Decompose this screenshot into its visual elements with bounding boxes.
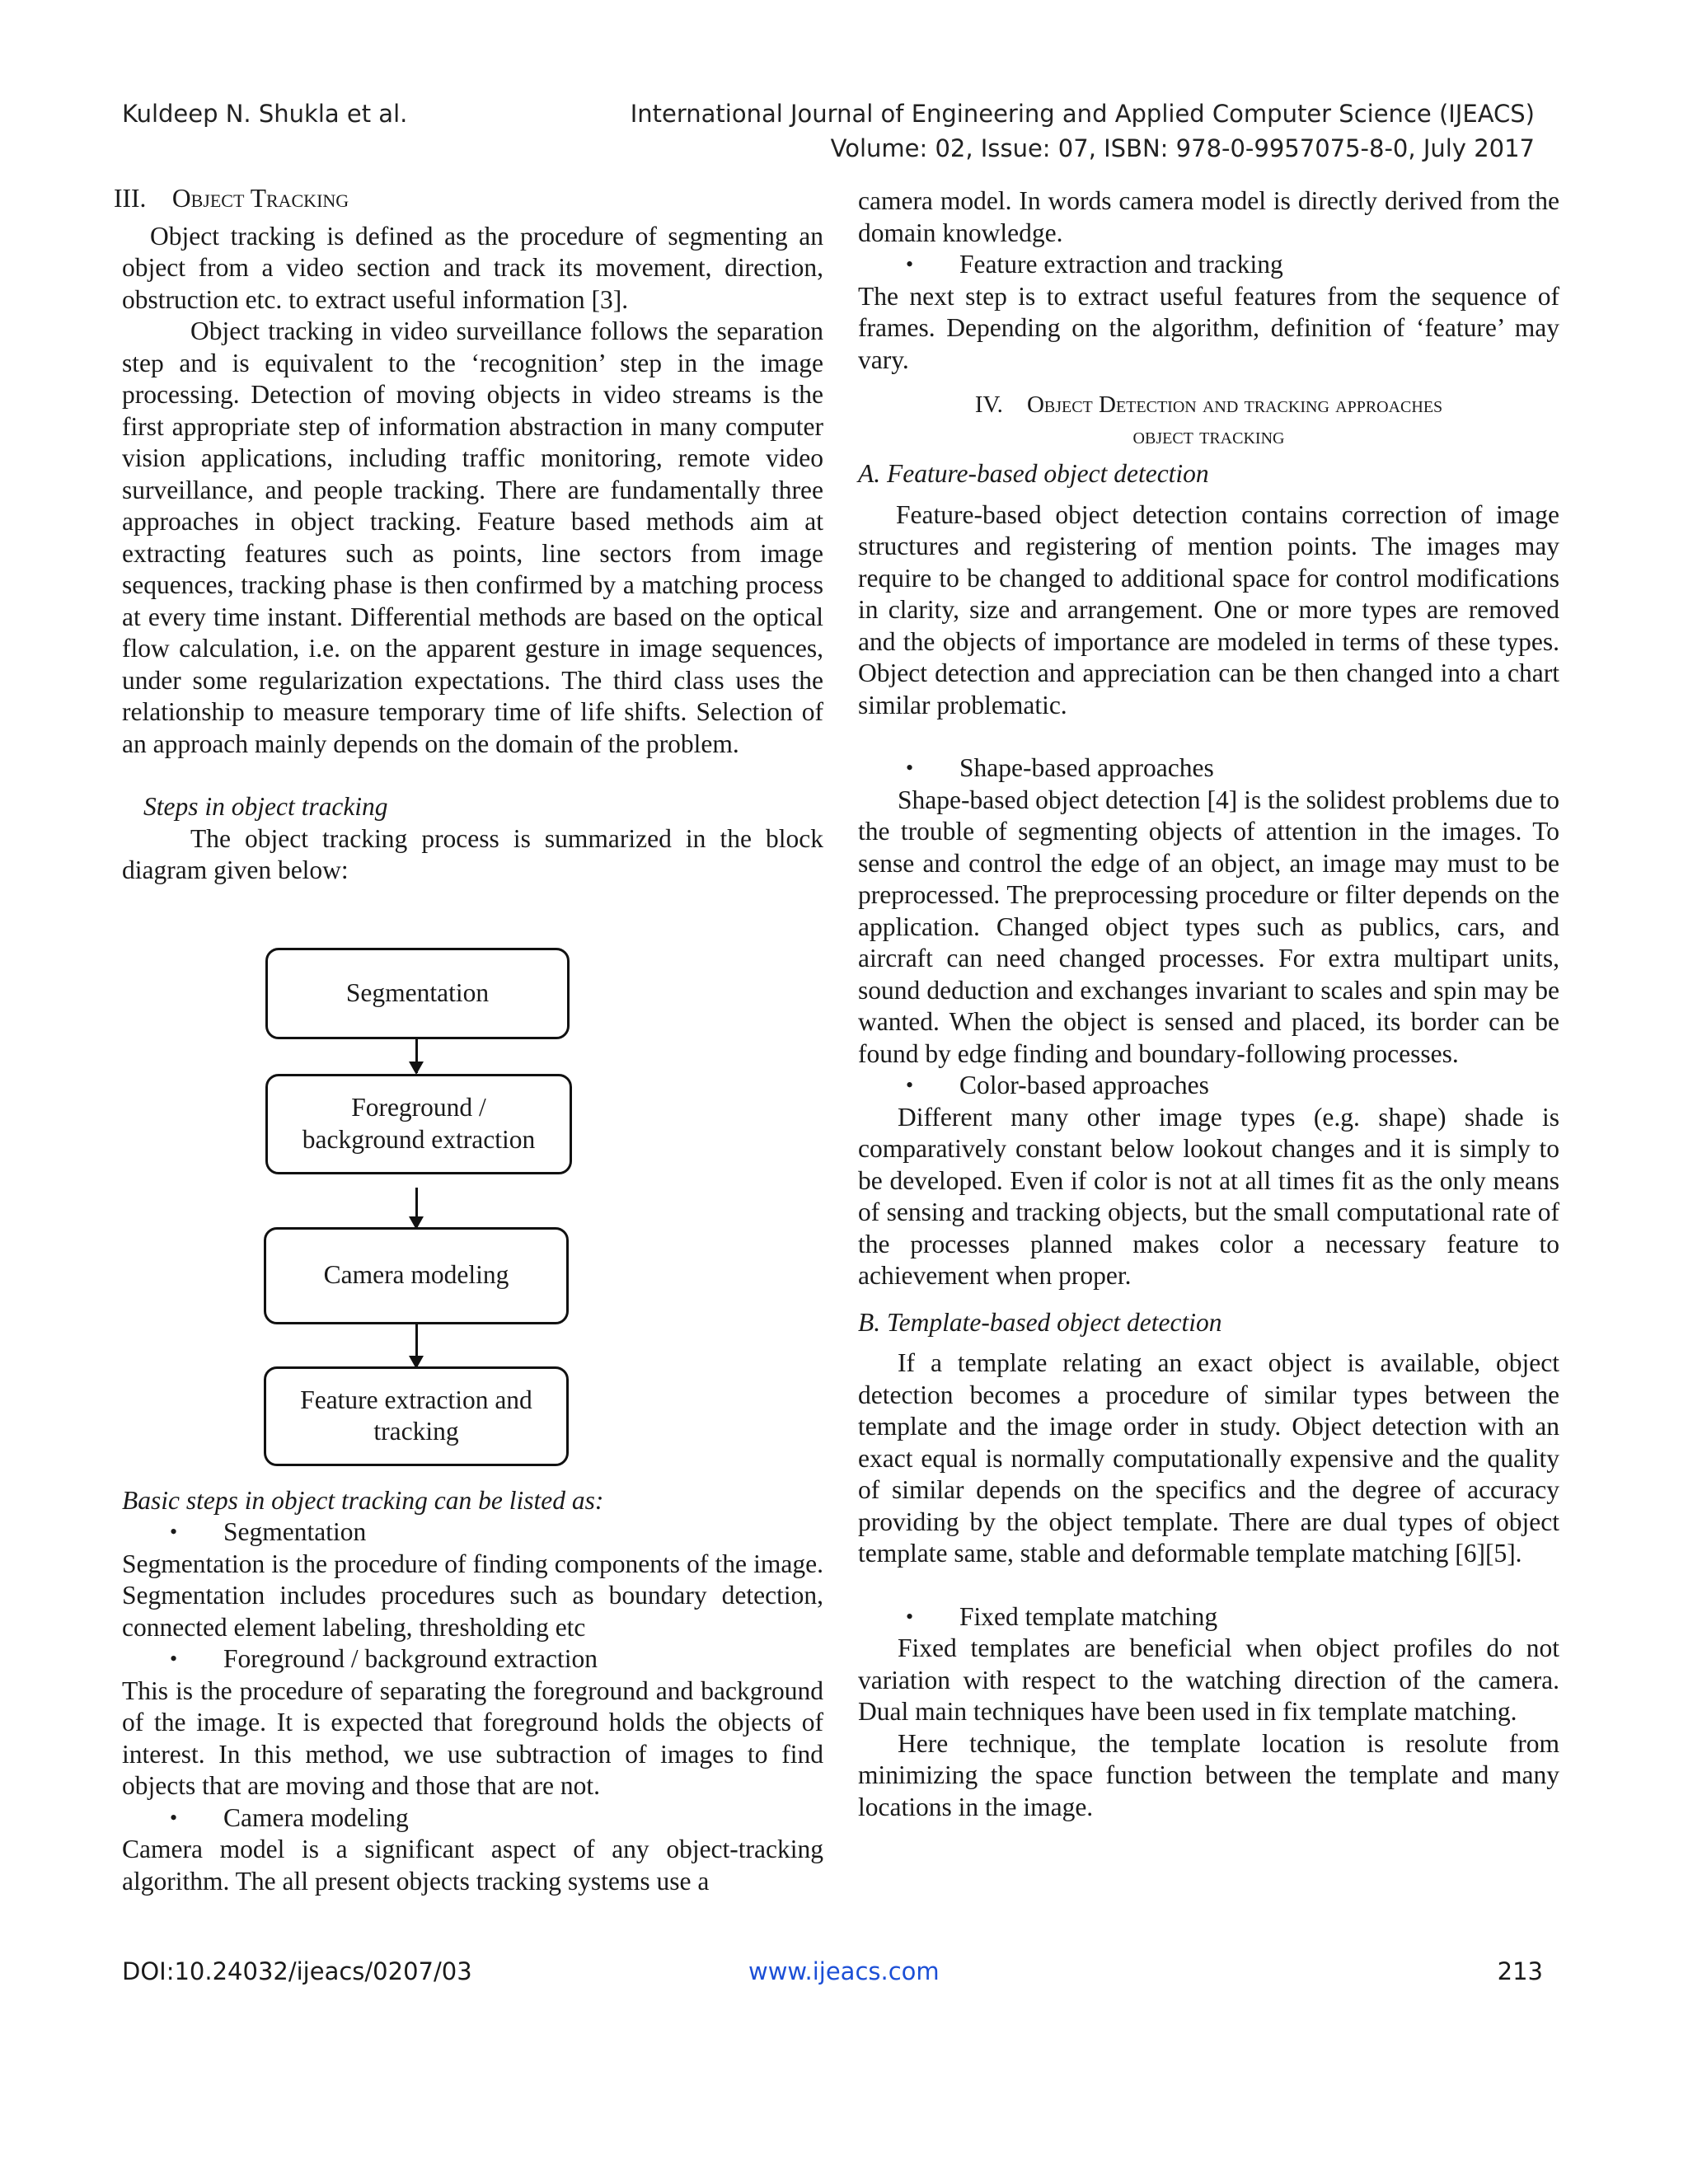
section-3-title: Object Tracking bbox=[171, 184, 349, 213]
section-3-heading bbox=[114, 183, 823, 215]
header-authors: Kuldeep N. Shukla et al. bbox=[122, 100, 408, 128]
section-4-heading bbox=[858, 389, 1559, 452]
foreground-text: This is the procedure of separating the foreground and background of the image. It is expected that foreground holds the objects of interest. In this method, we use subtraction of images to find objects that are moving and those that are not. bbox=[122, 1675, 823, 1800]
paragraph-definition: Object tracking is defined as the procedure of segmenting an object from a video section and track its movement, direction, obstruction etc. to extract useful information [3]. bbox=[122, 221, 823, 314]
section-4-number: IV. bbox=[974, 391, 1003, 418]
diagram-label-segmentation: Segmentation bbox=[345, 977, 490, 1007]
shape-based-text: Shape-based object detection [4] is the solidest problems due to the trouble of segmenting objects of attention in the images. To sense and control the edge of an object, an image may must to be preprocessed. The preprocessing procedure or filter depends on the application. Changed object types such as publics, cars, and aircraft can need changed processes. For extra multipart units, sound deduction and exchanges invariant to scales and spin may be wanted. When the object is sensed and placed, its border can be found by edge finding and boundary-following processes. bbox=[858, 785, 1559, 1068]
right-column bbox=[858, 183, 1559, 1823]
bullet-camera: • Camera modeling bbox=[122, 1802, 823, 1835]
diagram-arrow-3 bbox=[415, 1324, 418, 1367]
left-column bbox=[114, 183, 823, 1897]
bullet-color-based: • Color-based approaches bbox=[858, 1070, 1559, 1102]
diagram-arrow-1 bbox=[415, 1039, 418, 1073]
steps-heading: Steps in object tracking bbox=[143, 792, 388, 821]
diagram-label-camera: Camera modeling bbox=[323, 1260, 509, 1290]
fixed-template-text-2: Here technique, the template location is resolute from minimizing the space function between the template and many locations in the image. bbox=[858, 1728, 1559, 1821]
bullet-shape-based: • Shape-based approaches bbox=[858, 752, 1559, 785]
color-based-text: Different many other image types (e.g. shape) shade is comparatively constant below lookout changes and it is simply to be developed. Even if color is not at all times fit as the only means of sensing and tracking objects, but the small computational rate of the processes planned makes color a necessary feature to achievement when proper. bbox=[858, 1102, 1559, 1290]
diagram-box-segmentation bbox=[265, 948, 570, 1039]
header-journal: International Journal of Engineering and Applied Computer Science (IJEACS) bbox=[630, 100, 1535, 128]
bullet-fixed-template: • Fixed template matching bbox=[858, 1601, 1559, 1633]
footer-url[interactable]: www.ijeacs.com bbox=[748, 1957, 940, 1985]
bullet-feature-extraction: • Feature extraction and tracking bbox=[858, 249, 1559, 281]
bullet-segmentation: • Segmentation bbox=[122, 1516, 823, 1549]
diagram-label-foreground-1: Foreground / bbox=[351, 1093, 486, 1122]
feature-based-text: Feature-based object detection contains correction of image structures and registering of mention points. The images may require to be changed to additional space for control modifications in clarity, size and arrangement. One or more types are removed and the objects of importance are modeled in terms of these types. Object detection and appreciation can be then changed into a chart similar problematic. bbox=[858, 499, 1559, 719]
footer-doi: DOI:10.24032/ijeacs/0207/03 bbox=[122, 1957, 472, 1985]
camera-text: Camera model is a significant aspect of any object-tracking algorithm. The all present objects tracking systems use a bbox=[122, 1835, 823, 1896]
footer-page-number: 213 bbox=[1497, 1957, 1543, 1985]
subsection-a-heading: A. Feature-based object detection bbox=[858, 459, 1209, 488]
bullet-foreground: • Foreground / background extraction bbox=[122, 1643, 823, 1675]
basic-steps-heading: Basic steps in object tracking can be listed as: bbox=[122, 1485, 604, 1515]
subsection-b-heading: B. Template-based object detection bbox=[858, 1307, 1222, 1337]
paragraph-approaches: Object tracking in video surveillance follows the separation step and is equivalent to the ‘recognition’ step in the image processing. Detection of moving objects in video streams is the first appropriate step of information abstraction in many computer vision applications, including traffic monitoring, remote video surveillance, and people tracking. There are fundamentally three approaches in object tracking. Feature based methods aim at extracting features such as points, line sectors from image sequences, tracking phase is then confirmed by a matching process at every time instant. Differential methods are based on the optical flow calculation, i.e. on the apparent gesture in image sequences, under some regularization expectations. The third class uses the relationship to measure temporary time of life shifts. Selection of an approach mainly depends on the domain of the problem. bbox=[122, 316, 823, 758]
block-diagram bbox=[122, 948, 823, 1537]
feature-extraction-text: The next step is to extract useful features from the sequence of frames. Depending on the algorithm, definition of ‘feature’ may vary. bbox=[858, 281, 1559, 374]
header-volume: Volume: 02, Issue: 07, ISBN: 978-0-9957075-8-0, July 2017 bbox=[830, 134, 1535, 162]
section-4-title-line2: object tracking bbox=[1132, 423, 1285, 449]
camera-text-continued: camera model. In words camera model is directly derived from the domain knowledge. bbox=[858, 186, 1559, 247]
template-based-text: If a template relating an exact object is available, object detection becomes a procedure of similar types between the template and the image order in study. Object detection with an exact equal is normally computationally expensive and the quality of similar depends on the specifics and the degree of accuracy providing by the object template. There are dual types of object template same, stable and deformable template matching [6][5]. bbox=[858, 1348, 1559, 1568]
steps-intro: The object tracking process is summarized in the block diagram given below: bbox=[122, 823, 823, 884]
diagram-label-feature-2: tracking bbox=[373, 1417, 459, 1446]
segmentation-text: Segmentation is the procedure of finding components of the image. Segmentation includes procedures such as boundary detection, connected element labeling, thresholding etc bbox=[122, 1549, 823, 1642]
diagram-box-camera bbox=[264, 1227, 569, 1324]
fixed-template-text-1: Fixed templates are beneficial when object profiles do not variation with respect to the watching direction of the camera. Dual main techniques have been used in fix template matching. bbox=[858, 1633, 1559, 1726]
diagram-label-feature-1: Feature extraction and bbox=[300, 1385, 532, 1414]
diagram-box-feature bbox=[264, 1366, 569, 1466]
diagram-box-foreground bbox=[265, 1074, 572, 1174]
diagram-label-foreground-2: background extraction bbox=[302, 1124, 536, 1154]
diagram-arrow-2 bbox=[415, 1188, 418, 1228]
section-4-title-line1: Object Detection and tracking approaches bbox=[1026, 391, 1443, 418]
section-3-number: III. bbox=[114, 184, 147, 213]
